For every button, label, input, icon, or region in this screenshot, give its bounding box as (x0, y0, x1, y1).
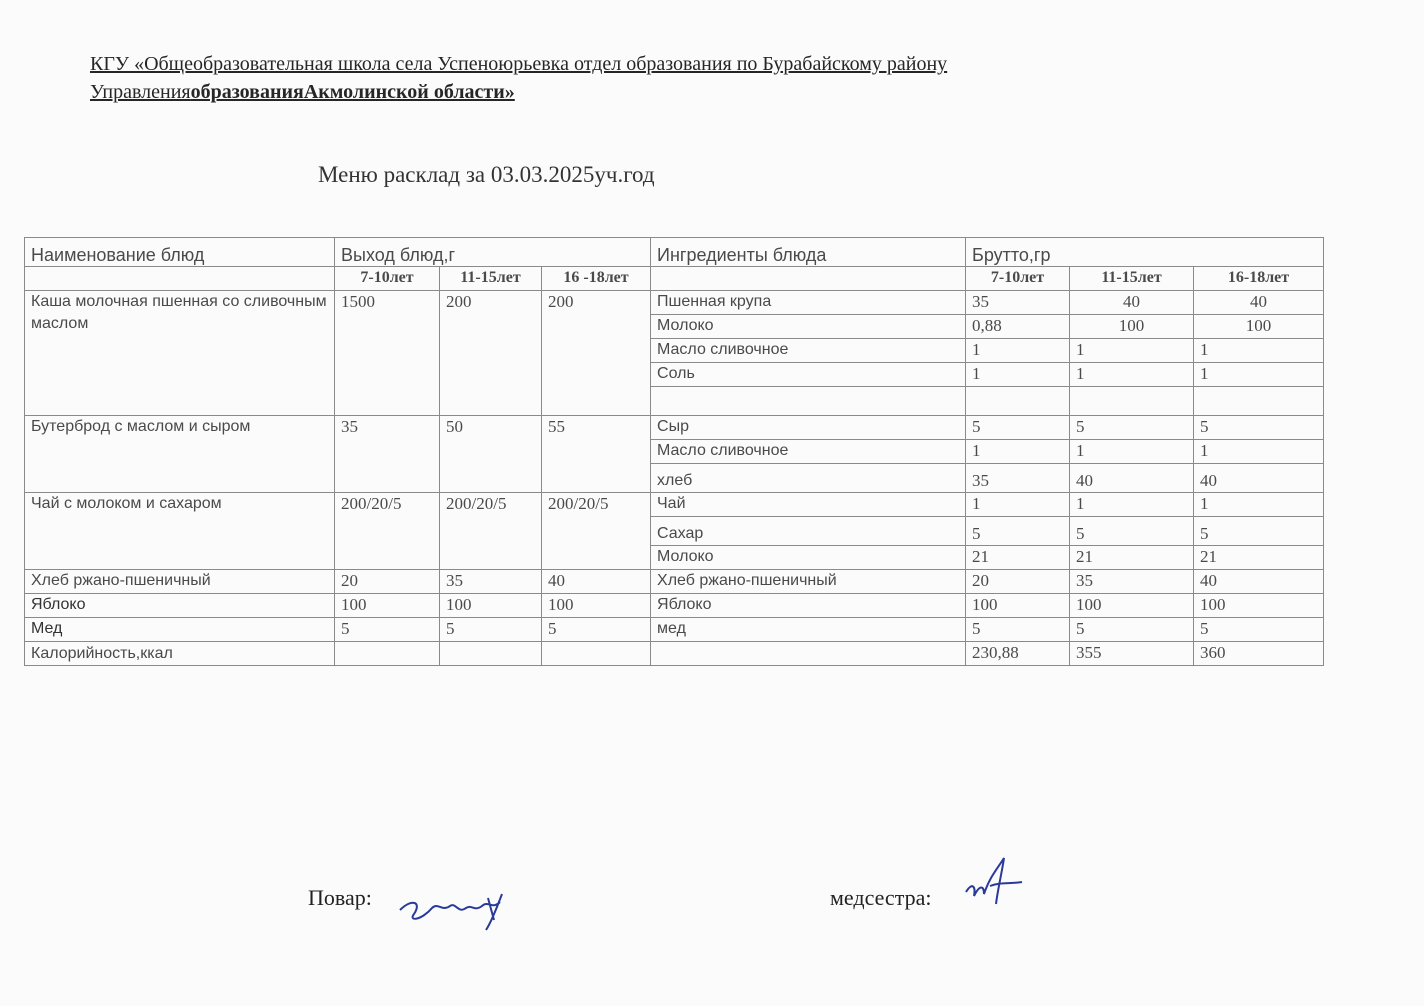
brutto-value: 1 (1194, 339, 1324, 363)
table-row (25, 416, 1324, 440)
brutto-value: 5 (1194, 618, 1324, 642)
brutto-value: 1 (1070, 440, 1194, 464)
brutto-value: 40 (1070, 464, 1194, 493)
brutto-value: 100 (1070, 594, 1194, 618)
yield-value: 1500 (335, 291, 440, 416)
table-row (25, 291, 1324, 315)
cook-signature-image (392, 880, 522, 936)
ingredient-name: Хлеб ржано-пшеничный (651, 570, 966, 594)
brutto-value: 5 (966, 416, 1070, 440)
brutto-value: 5 (1194, 517, 1324, 546)
brutto-value: 1 (1070, 493, 1194, 517)
brutto-value: 230,88 (966, 642, 1070, 666)
ingredient-name: Масло сливочное (651, 440, 966, 464)
yield-value: 200/20/5 (440, 493, 542, 570)
ingredient-name: Яблоко (651, 594, 966, 618)
table-row (25, 642, 1324, 666)
org-line-1: КГУ «Общеобразовательная школа села Успеноюрьевка отдел образования по Бурабайскому району (90, 53, 948, 75)
ingredient-name: Соль (651, 363, 966, 387)
brutto-age-group: 7-10лет (966, 267, 1070, 291)
blank-cell (651, 267, 966, 291)
yield-value: 40 (542, 570, 651, 594)
brutto-value: 1 (1070, 339, 1194, 363)
yield-value: 200/20/5 (542, 493, 651, 570)
yield-value: 50 (440, 416, 542, 493)
organization-header (90, 50, 1190, 106)
dish-name: Хлеб ржано-пшеничный (25, 570, 335, 594)
brutto-value: 1 (966, 339, 1070, 363)
page-title: Меню расклад за 03.03.2025уч.год (318, 162, 655, 187)
dish-name: Яблоко (25, 594, 335, 618)
brutto-value: 100 (1070, 315, 1194, 339)
dish-name: Чай с молоком и сахаром (25, 493, 335, 570)
yield-value: 5 (335, 618, 440, 642)
table-row (25, 594, 1324, 618)
ingredient-name: Пшенная крупа (651, 291, 966, 315)
brutto-value: 35 (966, 464, 1070, 493)
org-line-2-prefix: Управления (90, 81, 191, 103)
brutto-value: 40 (1194, 291, 1324, 315)
brutto-value: 100 (966, 594, 1070, 618)
table-row (25, 618, 1324, 642)
brutto-value: 355 (1070, 642, 1194, 666)
brutto-value: 1 (966, 440, 1070, 464)
col-header-brutto: Брутто,гр (966, 238, 1324, 267)
brutto-value (966, 387, 1070, 416)
menu-table (24, 237, 1324, 666)
brutto-value: 20 (966, 570, 1070, 594)
brutto-value: 5 (966, 618, 1070, 642)
brutto-value: 5 (966, 517, 1070, 546)
brutto-value: 40 (1194, 570, 1324, 594)
brutto-value: 1 (1194, 440, 1324, 464)
brutto-value: 360 (1194, 642, 1324, 666)
brutto-age-group: 11-15лет (1070, 267, 1194, 291)
brutto-value: 100 (1194, 594, 1324, 618)
brutto-value: 5 (1194, 416, 1324, 440)
yield-value: 200 (440, 291, 542, 416)
ingredient-name: Сыр (651, 416, 966, 440)
ingredient-name: Чай (651, 493, 966, 517)
dish-name: Калорийность,ккал (25, 642, 335, 666)
yield-value: 20 (335, 570, 440, 594)
yield-value: 200/20/5 (335, 493, 440, 570)
yield-value: 55 (542, 416, 651, 493)
nurse-signature-image (960, 846, 1040, 916)
yield-age-group: 7-10лет (335, 267, 440, 291)
brutto-value (1194, 387, 1324, 416)
ingredient-name (651, 642, 966, 666)
org-line-2 (90, 78, 1190, 106)
col-header-ingredients: Ингредиенты блюда (651, 238, 966, 267)
ingredient-name: Сахар (651, 517, 966, 546)
yield-value: 200 (542, 291, 651, 416)
cook-signature-block (308, 885, 372, 911)
yield-value: 100 (440, 594, 542, 618)
dish-name: Бутерброд с маслом и сыром (25, 416, 335, 493)
org-line-2-bold: образованияАкмолинской области» (190, 81, 515, 103)
brutto-value: 1 (1194, 493, 1324, 517)
yield-age-group: 11-15лет (440, 267, 542, 291)
brutto-value: 40 (1194, 464, 1324, 493)
ingredient-name: Масло сливочное (651, 339, 966, 363)
nurse-label: медсестра: (830, 885, 932, 910)
table-row (25, 570, 1324, 594)
ingredient-name: Молоко (651, 546, 966, 570)
yield-value: 35 (335, 416, 440, 493)
brutto-value: 100 (1194, 315, 1324, 339)
brutto-value: 1 (966, 493, 1070, 517)
cook-label: Повар: (308, 885, 372, 910)
table-row (25, 493, 1324, 517)
yield-value (542, 642, 651, 666)
yield-value (440, 642, 542, 666)
col-header-dish: Наименование блюд (25, 238, 335, 267)
yield-age-group: 16 -18лет (542, 267, 651, 291)
header-row-1 (25, 238, 1324, 267)
ingredient-name: мед (651, 618, 966, 642)
brutto-value: 40 (1070, 291, 1194, 315)
ingredient-name (651, 387, 966, 416)
brutto-value: 35 (966, 291, 1070, 315)
brutto-value: 21 (1194, 546, 1324, 570)
yield-value: 100 (335, 594, 440, 618)
yield-value: 35 (440, 570, 542, 594)
ingredient-name: хлеб (651, 464, 966, 493)
brutto-value: 5 (1070, 517, 1194, 546)
brutto-value: 21 (1070, 546, 1194, 570)
dish-name: Каша молочная пшенная со сливочным маслом (25, 291, 335, 416)
brutto-value: 1 (1070, 363, 1194, 387)
header-row-2 (25, 267, 1324, 291)
brutto-value: 5 (1070, 618, 1194, 642)
brutto-value (1070, 387, 1194, 416)
nurse-signature-block (830, 885, 931, 911)
yield-value: 5 (542, 618, 651, 642)
brutto-value: 0,88 (966, 315, 1070, 339)
dish-name: Мед (25, 618, 335, 642)
blank-cell (25, 267, 335, 291)
yield-value: 100 (542, 594, 651, 618)
brutto-value: 1 (1194, 363, 1324, 387)
yield-value (335, 642, 440, 666)
brutto-age-group: 16-18лет (1194, 267, 1324, 291)
brutto-value: 35 (1070, 570, 1194, 594)
brutto-value: 21 (966, 546, 1070, 570)
col-header-yield: Выход блюд,г (335, 238, 651, 267)
ingredient-name: Молоко (651, 315, 966, 339)
yield-value: 5 (440, 618, 542, 642)
brutto-value: 1 (966, 363, 1070, 387)
brutto-value: 5 (1070, 416, 1194, 440)
